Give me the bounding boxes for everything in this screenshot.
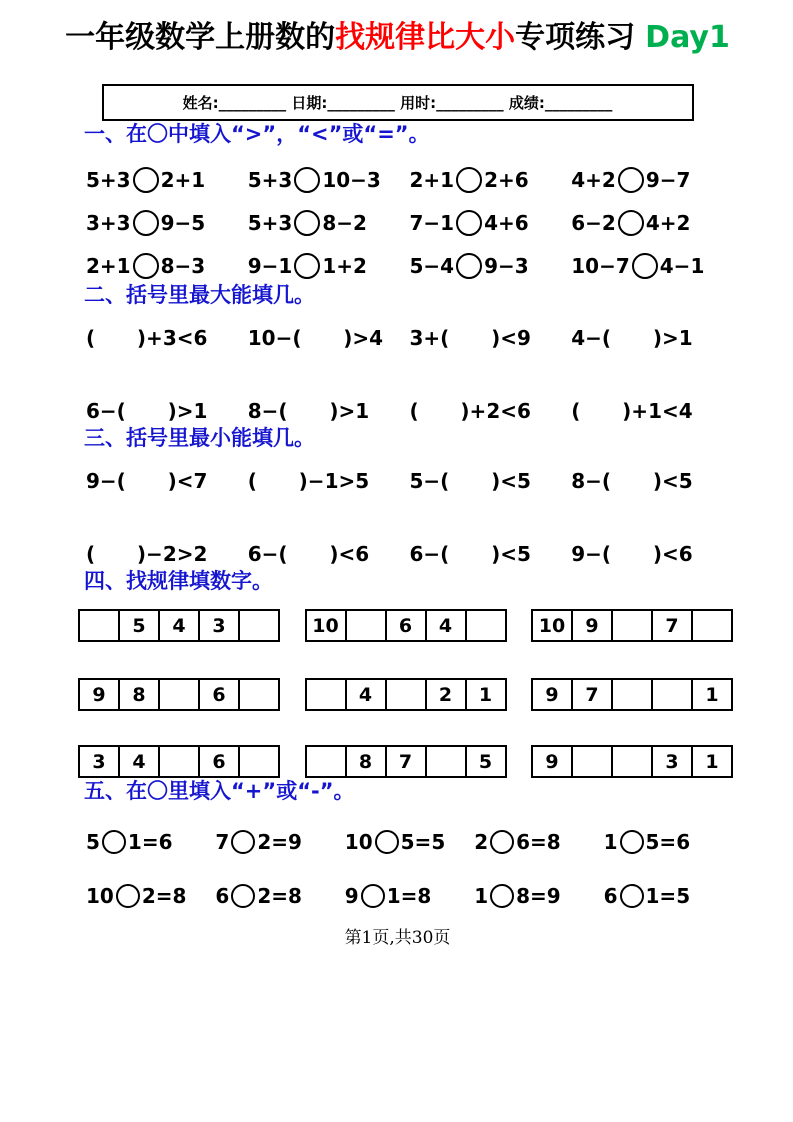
answer-circle: [456, 167, 482, 193]
equation-right: 6=8: [516, 830, 561, 854]
compare-problem: [248, 207, 410, 239]
operand-left: 1: [474, 884, 489, 908]
expr-right: 1+2: [322, 254, 367, 278]
number-sequence-table: [78, 678, 280, 711]
expr-left: 2+1: [86, 254, 131, 278]
section1-problem-grid: [86, 164, 733, 282]
expr-right: 9−7: [645, 168, 691, 192]
name-label: 姓名:: [182, 94, 219, 112]
sequence-cell: [466, 610, 506, 641]
sequence-cell: 5: [466, 746, 506, 777]
compare-problem: [410, 164, 572, 196]
sequence-cell: 6: [199, 746, 239, 777]
sequence-cell: [692, 610, 732, 641]
operand-left: 10: [86, 884, 114, 908]
sequence-cell: [239, 679, 279, 710]
expr-right: 8−3: [160, 254, 206, 278]
sequence-cell: 3: [652, 746, 692, 777]
equation-right: 1=6: [127, 830, 173, 854]
equation-right: 2=8: [257, 884, 302, 908]
answer-circle: [294, 210, 320, 236]
sequence-cell: 9: [532, 746, 572, 777]
compare-problem: [86, 207, 248, 239]
expr-left: 3+3: [86, 211, 131, 235]
operand-left: 1: [603, 830, 618, 854]
operator-circle: [361, 884, 385, 908]
time-used-blank-line: _________: [436, 94, 509, 112]
operand-left: 2: [474, 830, 489, 854]
compare-problem: [571, 164, 733, 196]
sequence-cell: 6: [199, 679, 239, 710]
operator-problem: [474, 827, 603, 857]
page-number-footer: 第1页,共30页: [344, 928, 451, 948]
fill-blank-problem: 6−( )>1: [86, 399, 208, 423]
answer-circle: [456, 253, 482, 279]
sequence-cell: [306, 746, 346, 777]
section5-row-1: [86, 827, 733, 857]
answer-circle: [618, 167, 644, 193]
fill-blank-problem: ( )+3<6: [86, 326, 208, 350]
sequence-cell: 7: [652, 610, 692, 641]
operator-problem: [474, 881, 603, 911]
compare-problem: [571, 207, 733, 239]
sequence-cell: 9: [572, 610, 612, 641]
name-blank-line: _________: [218, 94, 292, 112]
section4-table-row-1: [78, 609, 733, 642]
number-sequence-table: [531, 678, 733, 711]
sequence-cell: [306, 679, 346, 710]
title-day-badge: Day1: [645, 20, 730, 55]
operand-left: 7: [215, 830, 230, 854]
fill-blank-problem: 10−( )>4: [247, 326, 384, 350]
compare-problem: [248, 164, 410, 196]
sequence-cell: [612, 679, 652, 710]
expr-right: 9−3: [484, 254, 529, 278]
score-label: 成绩:: [508, 94, 545, 112]
section4-table-row-2: [78, 678, 733, 711]
operator-circle: [231, 830, 255, 854]
fill-blank-problem: 9−( )<6: [571, 542, 693, 566]
sequence-cell: 4: [159, 610, 199, 641]
section4-table-row-3: [78, 745, 733, 778]
sequence-cell: [572, 746, 612, 777]
sequence-cell: 3: [79, 746, 119, 777]
fill-blank-problem: ( )+2<6: [409, 399, 531, 423]
sequence-cell: 7: [386, 746, 426, 777]
sequence-cell: 6: [386, 610, 426, 641]
title-part-1: 一年级数学上册数的: [65, 20, 336, 55]
score-blank-line: _________: [544, 94, 613, 112]
operator-problem: [215, 827, 344, 857]
expr-right: 4+6: [484, 211, 529, 235]
sequence-cell: [159, 679, 199, 710]
operand-left: 5: [86, 830, 100, 854]
section3-row-2: [86, 541, 733, 568]
answer-circle: [133, 210, 159, 236]
section2-heading: 二、括号里最大能填几。: [84, 283, 315, 307]
compare-problem: [410, 250, 572, 282]
section4-heading: 四、找规律填数字。: [84, 569, 273, 593]
sequence-cell: [239, 610, 279, 641]
operator-problem: [604, 827, 733, 857]
answer-circle: [133, 167, 159, 193]
title-part-2: 专项练习: [515, 20, 636, 55]
sequence-cell: 8: [346, 746, 386, 777]
number-sequence-table: [531, 745, 733, 778]
sequence-cell: 4: [346, 679, 386, 710]
fill-blank-problem: 9−( )<7: [86, 469, 208, 493]
expr-left: 5−4: [409, 254, 455, 278]
fill-blank-problem: 8−( )<5: [571, 469, 693, 493]
equation-right: 2=8: [141, 884, 187, 908]
fill-blank-problem: 4−( )>1: [571, 326, 693, 350]
expr-left: 5+3: [247, 211, 293, 235]
compare-problem: [410, 207, 572, 239]
operator-circle: [231, 884, 255, 908]
number-sequence-table: [531, 609, 733, 642]
expr-right: 2+1: [160, 168, 206, 192]
expr-left: 10−7: [571, 254, 630, 278]
compare-problem: [248, 250, 410, 282]
operator-problem: [345, 827, 474, 857]
fill-blank-problem: 6−( )<6: [247, 542, 370, 566]
operator-circle: [490, 830, 514, 854]
expr-right: 4−1: [659, 254, 705, 278]
operand-left: 10: [344, 830, 373, 854]
page-title: [62, 16, 733, 60]
sequence-cell: [652, 679, 692, 710]
sequence-cell: 7: [572, 679, 612, 710]
operator-circle: [620, 830, 644, 854]
number-sequence-table: [78, 745, 280, 778]
sequence-cell: 5: [119, 610, 159, 641]
sequence-cell: [612, 746, 652, 777]
answer-circle: [456, 210, 482, 236]
equation-right: 5=5: [400, 830, 446, 854]
operator-circle: [375, 830, 399, 854]
date-label: 日期:: [291, 94, 328, 112]
equation-right: 1=8: [386, 884, 432, 908]
number-sequence-table: [305, 609, 507, 642]
expr-left: 2+1: [409, 168, 455, 192]
number-sequence-table: [78, 609, 280, 642]
sequence-cell: 8: [119, 679, 159, 710]
expr-right: 10−3: [322, 168, 381, 192]
sequence-cell: 1: [466, 679, 506, 710]
operator-problem: [215, 881, 344, 911]
answer-circle: [294, 167, 320, 193]
compare-problem: [86, 164, 248, 196]
fill-blank-problem: 5−( )<5: [409, 469, 531, 493]
date-blank-line: _________: [327, 94, 401, 112]
expr-left: 6−2: [571, 211, 616, 235]
operand-left: 6: [603, 884, 618, 908]
fill-blank-problem: 6−( )<5: [409, 542, 531, 566]
title-part-highlight: 找规律比大小: [335, 20, 516, 55]
answer-circle: [294, 253, 320, 279]
operator-circle: [102, 830, 126, 854]
operator-circle: [620, 884, 644, 908]
sequence-cell: [346, 610, 386, 641]
sequence-cell: [159, 746, 199, 777]
sequence-cell: [386, 679, 426, 710]
student-info-box: [102, 84, 694, 121]
section2-row-1: [86, 325, 733, 352]
sequence-cell: 10: [306, 610, 346, 641]
expr-left: 7−1: [409, 211, 455, 235]
section3-heading: 三、括号里最小能填几。: [84, 426, 315, 450]
expr-right: 2+6: [484, 168, 529, 192]
fill-blank-problem: ( )−1>5: [247, 469, 370, 493]
section2-row-2: [86, 398, 733, 425]
sequence-cell: [612, 610, 652, 641]
section5-row-2: [86, 881, 733, 911]
sequence-cell: 2: [426, 679, 466, 710]
operator-problem: [345, 881, 474, 911]
answer-circle: [632, 253, 658, 279]
expr-left: 5+3: [86, 168, 131, 192]
sequence-cell: 9: [79, 679, 119, 710]
sequence-cell: 9: [532, 679, 572, 710]
operator-circle: [490, 884, 514, 908]
fill-blank-problem: 3+( )<9: [409, 326, 531, 350]
sequence-cell: 3: [199, 610, 239, 641]
operator-problem: [604, 881, 733, 911]
operand-left: 9: [344, 884, 359, 908]
equation-right: 8=9: [516, 884, 561, 908]
compare-problem: [571, 250, 733, 282]
expr-right: 4+2: [645, 211, 691, 235]
number-sequence-table: [305, 678, 507, 711]
number-sequence-table: [305, 745, 507, 778]
sequence-cell: [426, 746, 466, 777]
sequence-cell: [79, 610, 119, 641]
answer-circle: [618, 210, 644, 236]
sequence-cell: [239, 746, 279, 777]
compare-problem: [86, 250, 248, 282]
sequence-cell: 10: [532, 610, 572, 641]
sequence-cell: 4: [119, 746, 159, 777]
expr-right: 8−2: [322, 211, 367, 235]
time-used-label: 用时:: [400, 94, 437, 112]
sequence-cell: 4: [426, 610, 466, 641]
fill-blank-problem: ( )−2>2: [86, 542, 208, 566]
section1-heading: 一、在〇中填入“>”，“<”或“=”。: [84, 122, 430, 146]
operator-circle: [116, 884, 140, 908]
expr-left: 4+2: [571, 168, 616, 192]
expr-left: 5+3: [247, 168, 293, 192]
fill-blank-problem: ( )+1<4: [571, 399, 693, 423]
expr-right: 9−5: [160, 211, 206, 235]
operator-problem: [86, 827, 215, 857]
expr-left: 9−1: [247, 254, 293, 278]
operator-problem: [86, 881, 215, 911]
equation-right: 1=5: [645, 884, 691, 908]
sequence-cell: 1: [692, 679, 732, 710]
operand-left: 6: [215, 884, 230, 908]
fill-blank-problem: 8−( )>1: [247, 399, 370, 423]
section5-heading: 五、在〇里填入“+”或“-”。: [84, 779, 355, 803]
answer-circle: [133, 253, 159, 279]
equation-right: 5=6: [645, 830, 691, 854]
equation-right: 2=9: [257, 830, 302, 854]
sequence-cell: 1: [692, 746, 732, 777]
section3-row-1: [86, 468, 733, 495]
